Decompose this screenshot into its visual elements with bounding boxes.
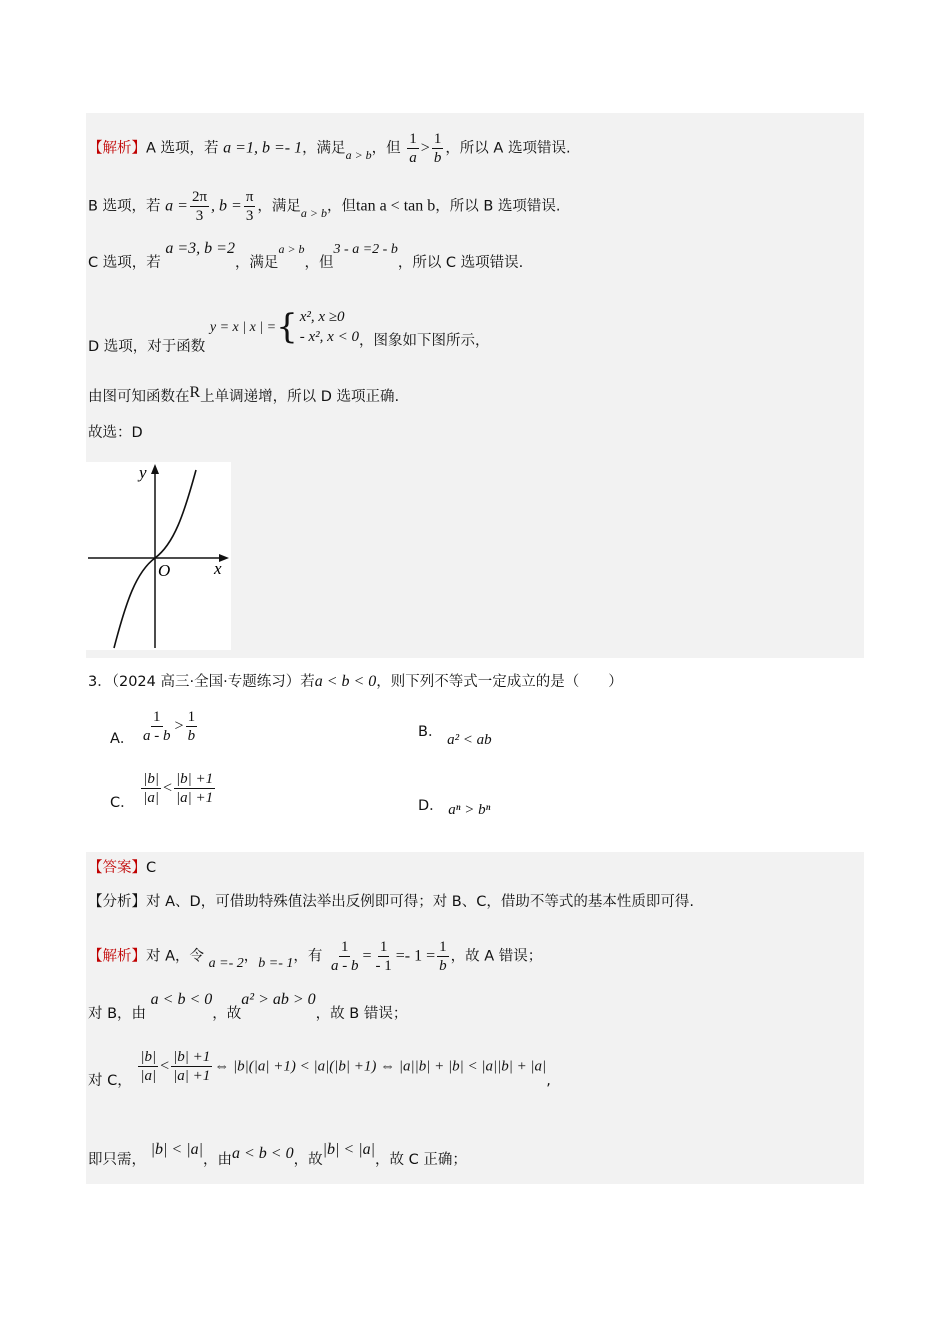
fraction: $\frac{|b|}{|a|}$ [143, 771, 159, 806]
option-c: C． $\frac{|b|}{|a|}$ < $\frac{|b| +1}{|a| +1}$ [110, 771, 214, 811]
fraction: $\frac{1}{a - b}$ [330, 939, 359, 974]
fraction: $\frac{1}{b}$ [187, 709, 196, 744]
solution1-line-e: 由图可知函数在R上单调递增，所以 D 选项正确. [88, 384, 400, 405]
solution1-line-c: C 选项，若 a =3, b =2，满足$^{a > b}$，但3 - a =2 - b，所以 C 选项错误. [88, 240, 524, 271]
solution3-line-d: 即只需， |b| < |a|，由a < b < 0，故|b| < |a|，故 C 正确； [88, 1141, 467, 1168]
option-b: B． a² < ab [418, 724, 492, 748]
left-brace: { [276, 307, 298, 347]
jiexi-tag: 【解析】 [88, 140, 146, 157]
question3-stem: 3．（2024 高三·全国·专题练习）若a < b < 0，则下列不等式一定成立的是（ ） [88, 673, 623, 690]
solution3-line-c: 对 C， $\frac{|b|}{|a|}$ < $\frac{|b| +1}{|a| +1}$ ⇔ |b|(|a| +1) < |a|(|b| +1) ⇔ |a||b| + |b| < |a||b| + |a|, [88, 1049, 551, 1089]
option-a: A． $\frac{1}{a - b}$ > $\frac{1}{b}$ [110, 709, 196, 747]
y-label: y [139, 463, 147, 482]
solution1-line-f: 故选：D [88, 425, 143, 441]
y-axis-arrow-icon [151, 464, 159, 474]
solution3-analysis: 【分析】对 A、D，可借助特殊值法举出反例即可得；对 B、C，借助不等式的基本性质即可得. [88, 894, 694, 910]
cubic-graph [86, 462, 231, 650]
fraction: $\frac{1}{b}$ [433, 131, 442, 166]
fraction: $\frac{1}{- 1}$ [375, 939, 392, 974]
fraction: $\frac{\pi}{3}$ [245, 189, 254, 224]
fraction: $\frac{|b|}{|a|}$ [140, 1049, 157, 1084]
x-label: x [214, 559, 222, 578]
fraction: $\frac{2\pi}{3}$ [191, 189, 208, 224]
solution3-line-a: 【解析】对 A，令 a =- 2，b =- 1，有 $\frac{1}{a - b}$ = $\frac{1}{- 1}$ =- 1 = $\frac{1}{b}$ ，故 A 错误； [88, 939, 543, 974]
solution3-answer: 【答案】C [88, 860, 157, 876]
solution1-line-d: D 选项，对于函数 y = x | x | ={ x², x ≥0 - x², x < 0 ，图象如下图所示， [88, 307, 490, 355]
solution3-line-b: 对 B，由 a < b < 0，故a² > ab > 0，故 B 错误； [88, 991, 408, 1022]
fraction: $\frac{1}{b}$ [439, 939, 447, 974]
piecewise-cases: x², x ≥0 - x², x < 0 [299, 309, 359, 345]
origin-label: O [158, 561, 171, 580]
solution1-line-a: 【解析】A 选项，若 a =1, b =- 1，满足$_{a > b}$，但 $\frac{1}{a}$ > $\frac{1}{b}$ ，所以 A 选项错误. [88, 131, 571, 166]
fraction: $\frac{|b| +1}{|a| +1}$ [176, 771, 214, 806]
fraction: $\frac{1}{a - b}$ [143, 709, 171, 744]
graph-svg [86, 462, 231, 650]
fraction: $\frac{1}{a}$ [409, 131, 417, 166]
option-d: D． aⁿ > bⁿ [418, 798, 491, 818]
solution1-line-b: B 选项，若 a = $\frac{2\pi}{3}$ , b = $\frac{\pi}{3}$ ，满足$_{a > b}$，但tan a < tan b，所以 B 选项错误. [88, 189, 561, 224]
fraction: $\frac{|b| +1}{|a| +1}$ [173, 1049, 211, 1084]
